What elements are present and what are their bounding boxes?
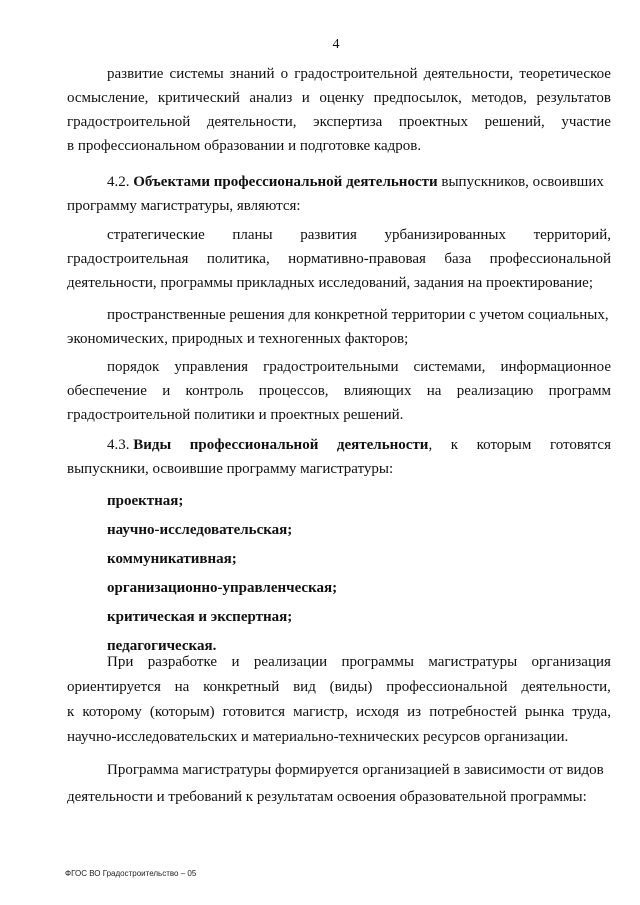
word: территорий, [533,227,611,243]
paragraph-knowledge-development [67,62,611,158]
section-number: 4.2. [107,174,130,190]
text-line [67,86,611,110]
word: на [426,383,442,399]
word: развития [300,227,357,243]
section-heading-bold: профессиональной [189,437,319,453]
word: проектных [398,114,468,130]
document-footer: ФГОС ВО Градостроительство – 05 [65,869,197,878]
word: теоретическое [519,66,611,82]
word: результатов [536,90,611,106]
text-line [67,379,611,403]
section-4-2 [67,170,611,218]
word: процессов, [258,383,329,399]
list-item: коммуникативная; [107,551,237,567]
text-line [67,650,611,675]
word: готовятся [549,437,611,453]
word: информационное [500,359,611,375]
word: рынка [524,704,565,720]
word: деятельности, [206,114,297,130]
text-line [67,355,611,379]
section-heading-bold: деятельности [336,437,429,453]
word: (виды) [329,679,373,695]
section-heading-bold: Виды [133,437,172,453]
section-number: 4.3. [107,437,130,453]
word: При [107,654,134,670]
text-line: деятельности и требований к результатам освоения образовательной программы: [67,789,587,805]
word: стратегические [107,227,205,243]
list-item: научно-исследовательская; [107,522,293,538]
word: обеспечение [67,383,147,399]
word: профессиональной [489,251,611,267]
word: экспертиза [313,114,383,130]
activity-types-list [67,487,611,661]
word: градостроительной [294,66,418,82]
word: контроль [185,383,244,399]
word: о [280,66,289,82]
word: магистратуры [428,654,518,670]
word: критический [157,90,240,106]
word: градостроительная [67,251,189,267]
word: градостроительной [67,114,191,130]
word: потребностей [429,704,517,720]
word: ориентируется [67,679,161,695]
word: методов, [471,90,527,106]
text-line: пространственные решения для конкретной территории с учетом социальных, [107,307,609,323]
word: и [301,90,310,106]
word: оценку [319,90,365,106]
word: и [162,383,171,399]
word: участие [561,114,611,130]
text-line [67,110,611,134]
word: порядок [107,359,160,375]
word: к [450,437,459,453]
word: организация [531,654,611,670]
text-line [67,700,611,725]
word: разработке [147,654,218,670]
text-line: экономических, природных и техногенных факторов; [67,331,409,347]
word: реализации [253,654,328,670]
page-number: 4 [332,37,340,52]
word: планы [232,227,273,243]
text-line [67,223,611,247]
paragraph-management-order [67,355,611,427]
word: системами, [413,359,486,375]
word: градостроительными [263,359,399,375]
word: которым [476,437,532,453]
word: труда, [572,704,611,720]
word: знаний [229,66,275,82]
word: деятельности, [423,66,514,82]
word: предпосылок, [373,90,462,106]
word: профессиональной [386,679,508,695]
word: база [444,251,472,267]
text-line [67,433,611,457]
text-span: выпускников, освоивших [441,174,604,190]
word: системы [169,66,224,82]
word: политика, [206,251,270,267]
word: к [67,704,75,720]
text-line: программу магистратуры, являются: [67,198,301,214]
text-line [67,170,611,194]
text-line: деятельности, программы прикладных исследований, задания на проектирование; [67,275,594,291]
word: влияющих [343,383,412,399]
word: нормативно-правовая [288,251,426,267]
section-4-3 [67,433,611,481]
list-item: организационно-управленческая; [107,580,338,596]
text-line: выпускники, освоившие программу магистратуры: [67,461,394,477]
paragraph-program-development [67,650,611,750]
paragraph-spatial-solutions [67,303,611,351]
word: деятельности, [521,679,611,695]
word: на [174,679,190,695]
word: развитие [107,66,164,82]
word: магистр, [293,704,348,720]
word: анализ [249,90,293,106]
text-line [67,675,611,700]
paragraph-strategic-plans [67,223,611,295]
section-heading-bold: Объектами профессиональной деятельности [133,174,438,190]
word: и [231,654,240,670]
section-heading [107,433,171,457]
word: вид [293,679,316,695]
word: осмысление, [67,90,149,106]
word: урбанизированных [384,227,506,243]
word: решений, [484,114,545,130]
word: которому [82,704,142,720]
word: программ [548,383,611,399]
word: конкретный [203,679,280,695]
text-line: научно-исследовательских и материально-технических ресурсов организации. [67,729,569,745]
word: управления [174,359,249,375]
word: программы [341,654,414,670]
word: готовится [222,704,286,720]
list-item: проектная; [107,493,184,509]
text-line [67,247,611,271]
word: реализацию [456,383,534,399]
list-item: критическая и экспертная; [107,609,293,625]
text-line [67,62,611,86]
list-item: педагогическая. [107,638,217,654]
word: из [407,704,422,720]
text-line: в профессиональном образовании и подготовке кадров. [67,138,422,154]
text-line: градостроительной политики и проектных решений. [67,407,404,423]
word: исходя [356,704,400,720]
word: (которым) [149,704,215,720]
text-line: Программа магистратуры формируется организацией в зависимости от видов [107,762,604,778]
section-heading [337,433,432,457]
paragraph-program-formation [67,757,611,811]
punctuation: , [428,437,433,453]
